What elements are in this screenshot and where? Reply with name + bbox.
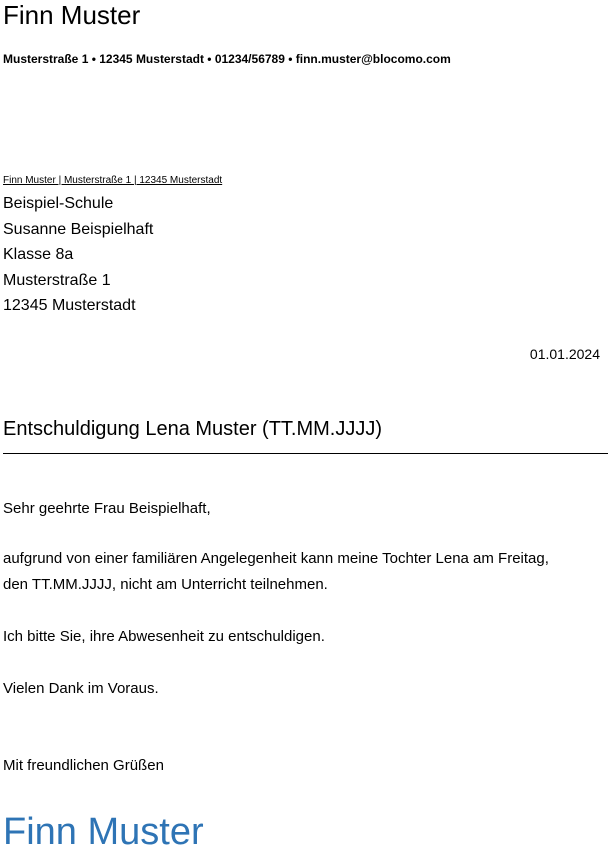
salutation: Sehr geehrte Frau Beispielhaft, — [3, 500, 211, 517]
letter-date: 01.01.2024 — [529, 346, 600, 362]
recipient-line: Beispiel-Schule — [3, 195, 114, 212]
recipient-line: Klasse 8a — [3, 246, 74, 263]
sender-contact-line: Musterstraße 1 • 12345 Musterstadt • 01234/56789 • finn.muster@blocomo.com — [3, 52, 451, 66]
body-paragraph: Ich bitte Sie, ihre Abwesenheit zu entschuldigen. — [3, 628, 325, 645]
recipient-address — [3, 191, 153, 319]
body-paragraph-line: den TT.MM.JJJJ, nicht am Unterricht teilnehmen. — [3, 576, 328, 593]
body-paragraph: Vielen Dank im Voraus. — [3, 680, 159, 697]
letter-subject: Entschuldigung Lena Muster (TT.MM.JJJJ) — [3, 418, 383, 440]
subject-divider — [3, 453, 608, 454]
closing: Mit freundlichen Grüßen — [3, 757, 164, 774]
recipient-line: 12345 Musterstadt — [3, 297, 136, 314]
signature: Finn Muster — [3, 811, 204, 853]
body-paragraph-line: aufgrund von einer familiären Angelegenheit kann meine Tochter Lena am Freitag, — [3, 550, 549, 567]
recipient-line: Susanne Beispielhaft — [3, 220, 154, 238]
recipient-line: Musterstraße 1 — [3, 271, 111, 289]
sender-name: Finn Muster — [3, 0, 141, 30]
return-address-line: Finn Muster | Musterstraße 1 | 12345 Musterstadt — [3, 175, 223, 186]
